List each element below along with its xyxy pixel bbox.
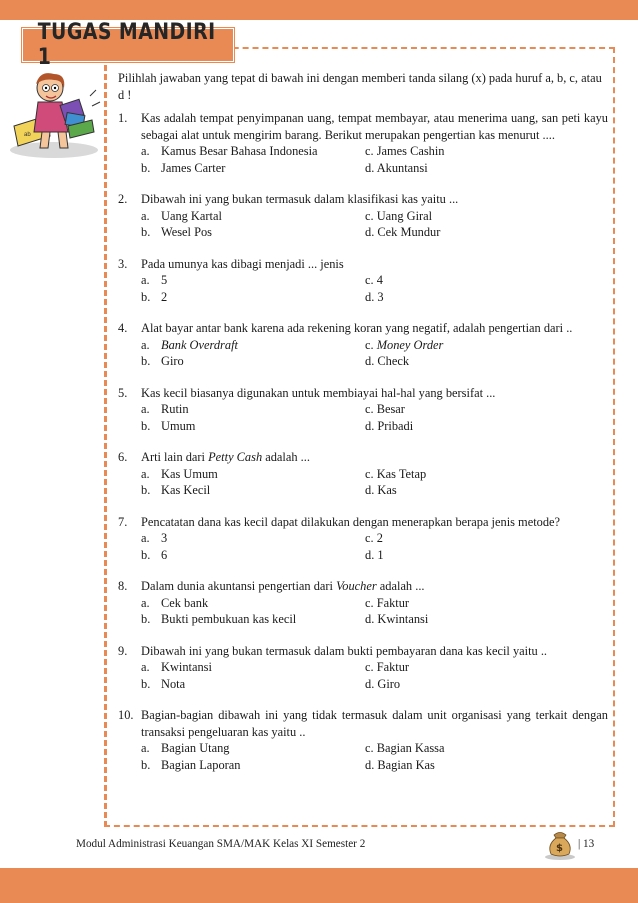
options: [141, 659, 608, 692]
option-b: b. Nota: [141, 676, 186, 691]
options: [141, 595, 608, 628]
option-c: c. 4: [365, 273, 383, 287]
option-c: c. Uang Giral: [365, 208, 433, 223]
question-stem: Alat bayar antar bank karena ada rekening koran yang negatif, adalah pengertian dari ..: [141, 321, 573, 335]
option-d: d. Akuntansi: [365, 160, 428, 175]
option-c: c. Bagian Kassa: [365, 741, 445, 755]
footer-text: Modul Administrasi Keuangan SMA/MAK Kelas XI Semester 2: [76, 838, 366, 850]
question-number: 1.: [118, 111, 128, 125]
options: [141, 401, 608, 434]
option-d: d. Check: [365, 354, 410, 368]
option-a: a. Cek bank: [141, 595, 209, 610]
option-c: c. 2: [365, 531, 383, 545]
question-number: 8.: [118, 579, 128, 593]
option-a: a. Kamus Besar Bahasa Indonesia: [141, 144, 318, 158]
option-b: b. 6: [141, 547, 168, 562]
option-a: a. Kas Umum: [141, 466, 218, 481]
question-9: [118, 643, 608, 693]
question-stem: Dalam dunia akuntansi pengertian dari Voucher adalah ...: [141, 579, 425, 593]
option-b: b. Umum: [141, 418, 196, 433]
question-6: [118, 449, 608, 499]
option-c: c. Kas Tetap: [365, 466, 427, 481]
question-4: [118, 320, 608, 370]
options: [141, 208, 608, 241]
option-a: a. Kwintansi: [141, 660, 212, 674]
option-b: b. Wesel Pos: [141, 225, 212, 239]
page-number: | 13: [578, 838, 595, 850]
option-b: b. 2: [141, 289, 168, 304]
student-illustration-icon: [6, 66, 102, 162]
option-c: c. Faktur: [365, 595, 410, 610]
question-number: 7.: [118, 514, 128, 529]
question-number: 2.: [118, 192, 128, 206]
option-b: b. Giro: [141, 354, 184, 368]
options: [141, 272, 608, 305]
option-a: a. Rutin: [141, 402, 189, 416]
question-2: [118, 191, 608, 241]
svg-text:$: $: [556, 843, 563, 854]
question-stem: Dibawah ini yang bukan termasuk dalam bukti pembayaran dana kas kecil yaitu ..: [141, 643, 548, 658]
title-banner: [22, 20, 234, 70]
question-number: 3.: [118, 256, 128, 271]
option-b: b. James Carter: [141, 160, 226, 175]
question-number: 5.: [118, 385, 128, 400]
question-number: 6.: [118, 450, 128, 464]
option-d: d. Pribadi: [365, 418, 414, 433]
option-d: d. Cek Mundur: [365, 225, 441, 239]
instruction-text: Pilihlah jawaban yang tepat di bawah ini dengan memberi tanda silang (x) pada huruf a, b, c, atau d !: [118, 71, 602, 102]
option-b: b. Bukti pembukuan kas kecil: [141, 612, 297, 626]
options: [141, 337, 608, 370]
option-d: d. 1: [365, 547, 384, 562]
option-a: a. Bank Overdraft: [141, 337, 238, 352]
question-8: [118, 578, 608, 628]
question-stem: Kas kecil biasanya digunakan untuk membiayai hal-hal yang bersifat ...: [141, 385, 496, 400]
question-5: [118, 385, 608, 435]
question-stem: Dibawah ini yang bukan termasuk dalam klasifikasi kas yaitu ...: [141, 192, 459, 206]
options: [141, 143, 608, 176]
question-number: 10.: [118, 708, 134, 722]
option-c: c. Faktur: [365, 660, 410, 674]
question-number: 4.: [118, 321, 128, 335]
question-1: [118, 110, 608, 176]
question-10: [118, 707, 608, 773]
option-a: a. 3: [141, 531, 168, 545]
option-c: c. Money Order: [365, 337, 444, 352]
options: [141, 466, 608, 499]
option-a: a. Bagian Utang: [141, 741, 230, 755]
option-c: c. James Cashin: [365, 144, 445, 158]
money-bag-logo-icon: [543, 827, 577, 861]
question-3: [118, 256, 608, 306]
svg-text:ab: ab: [24, 132, 31, 138]
option-d: d. Giro: [365, 676, 401, 691]
option-d: d. Kas: [365, 483, 397, 497]
question-7: [118, 514, 608, 564]
options: [141, 530, 608, 563]
option-d: d. Bagian Kas: [365, 757, 435, 772]
question-list: [118, 110, 608, 788]
question-stem: Pada umunya kas dibagi menjadi ... jenis: [141, 256, 344, 271]
option-a: a. Uang Kartal: [141, 208, 222, 223]
option-c: c. Besar: [365, 402, 405, 416]
question-stem: Kas adalah tempat penyimpanan uang, tempat membayar, atau menerima uang, san peti kayu sebagai alat untuk mengirim barang. Berikut merupakan pengertian kas menurut ....: [141, 111, 608, 142]
options: [141, 740, 608, 773]
option-d: d. 3: [365, 289, 384, 304]
option-a: a. 5: [141, 273, 168, 287]
question-stem: Pencatatan dana kas kecil dapat dilakukan dengan menerapkan berapa jenis metode?: [141, 514, 561, 529]
bottom-orange-band: [0, 868, 638, 903]
question-stem: Arti lain dari Petty Cash adalah ...: [141, 450, 310, 464]
question-stem: Bagian-bagian dibawah ini yang tidak termasuk dalam unit organisasi yang terkait dengan transaksi pengeluaran kas yaitu ..: [141, 708, 608, 739]
question-number: 9.: [118, 643, 128, 658]
top-orange-band: [0, 0, 638, 20]
page-title: TUGAS MANDIRI 1: [37, 20, 216, 70]
option-d: d. Kwintansi: [365, 612, 429, 626]
option-b: b. Bagian Laporan: [141, 757, 241, 772]
option-b: b. Kas Kecil: [141, 483, 211, 497]
